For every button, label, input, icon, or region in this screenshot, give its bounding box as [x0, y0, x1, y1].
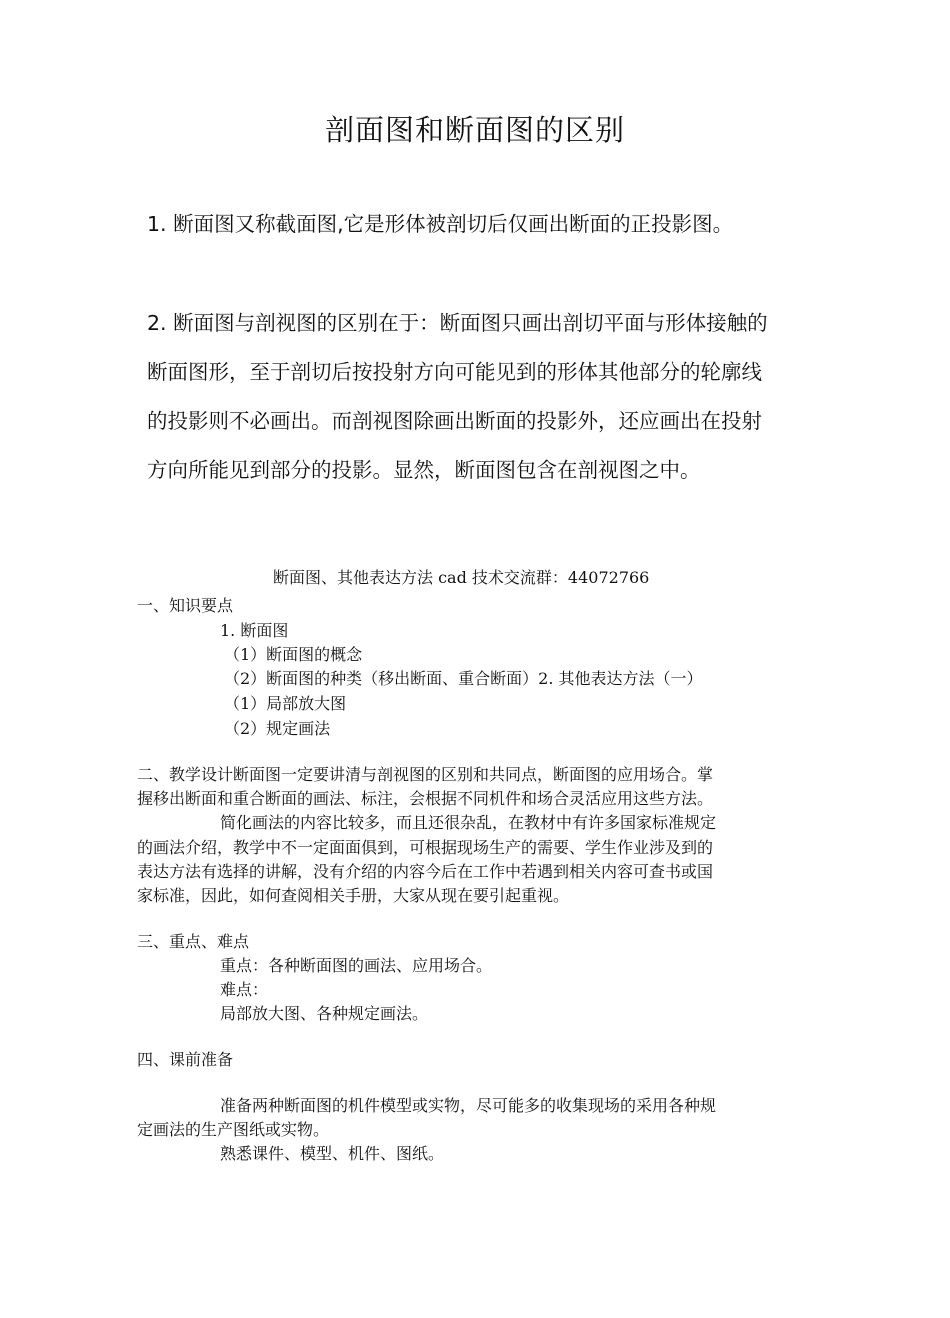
knowledge-item: （2）规定画法	[224, 719, 331, 738]
section-1-heading: 一、知识要点	[137, 596, 234, 615]
point-2-line: 的投影则不必画出。而剖视图除画出断面的投影外，还应画出在投射	[147, 409, 762, 433]
point-2-line: 2. 断面图与剖视图的区别在于：断面图只画出剖切平面与形体接触的	[147, 311, 768, 335]
section-2-line: 二、教学设计断面图一定要讲清与剖视图的区别和共同点，断面图的应用场合。掌	[137, 765, 714, 784]
key-point-item: 重点：各种断面图的画法、应用场合。	[220, 956, 493, 975]
knowledge-item: （2）断面图的种类（移出断面、重合断面）2. 其他表达方法（一）	[224, 669, 703, 688]
section-3-heading: 三、重点、难点	[137, 932, 250, 951]
section-4-heading: 四、课前准备	[137, 1050, 234, 1069]
knowledge-item: （1）断面图的概念	[224, 645, 363, 664]
section-2-line: 表达方法有选择的讲解，没有介绍的内容今后在工作中若遇到相关内容可查书或国	[137, 862, 714, 881]
key-point-item: 难点：	[220, 980, 269, 999]
knowledge-item: 1. 断面图	[220, 621, 289, 640]
point-1: 1. 断面图又称截面图,它是形体被剖切后仅画出断面的正投影图。	[147, 212, 734, 236]
knowledge-item: （1）局部放大图	[224, 694, 347, 713]
key-point-item: 局部放大图、各种规定画法。	[220, 1004, 429, 1023]
section-2-line: 的画法介绍，教学中不一定面面俱到，可根据现场生产的需要、学生作业涉及到的	[137, 838, 714, 857]
section-4-line: 熟悉课件、模型、机件、图纸。	[220, 1144, 445, 1163]
section-2-line: 简化画法的内容比较多，而且还很杂乱，在教材中有许多国家标准规定	[220, 813, 717, 832]
section-2-line: 家标准，因此，如何查阅相关手册，大家从现在要引起重视。	[137, 886, 570, 905]
section-4-line: 定画法的生产图纸或实物。	[137, 1120, 330, 1139]
point-2-line: 方向所能见到部分的投影。显然，断面图包含在剖视图之中。	[147, 458, 701, 482]
section-2-line: 握移出断面和重合断面的画法、标注，会根据不同机件和场合灵活应用这些方法。	[137, 789, 714, 808]
section-4-line: 准备两种断面图的机件模型或实物，尽可能多的收集现场的采用各种规	[220, 1096, 717, 1115]
lesson-heading: 断面图、其他表达方法 cad 技术交流群：44072766	[273, 568, 650, 587]
point-2-line: 断面图形，至于剖切后按投射方向可能见到的形体其他部分的轮廓线	[147, 360, 762, 384]
document-title: 剖面图和断面图的区别	[324, 113, 625, 147]
